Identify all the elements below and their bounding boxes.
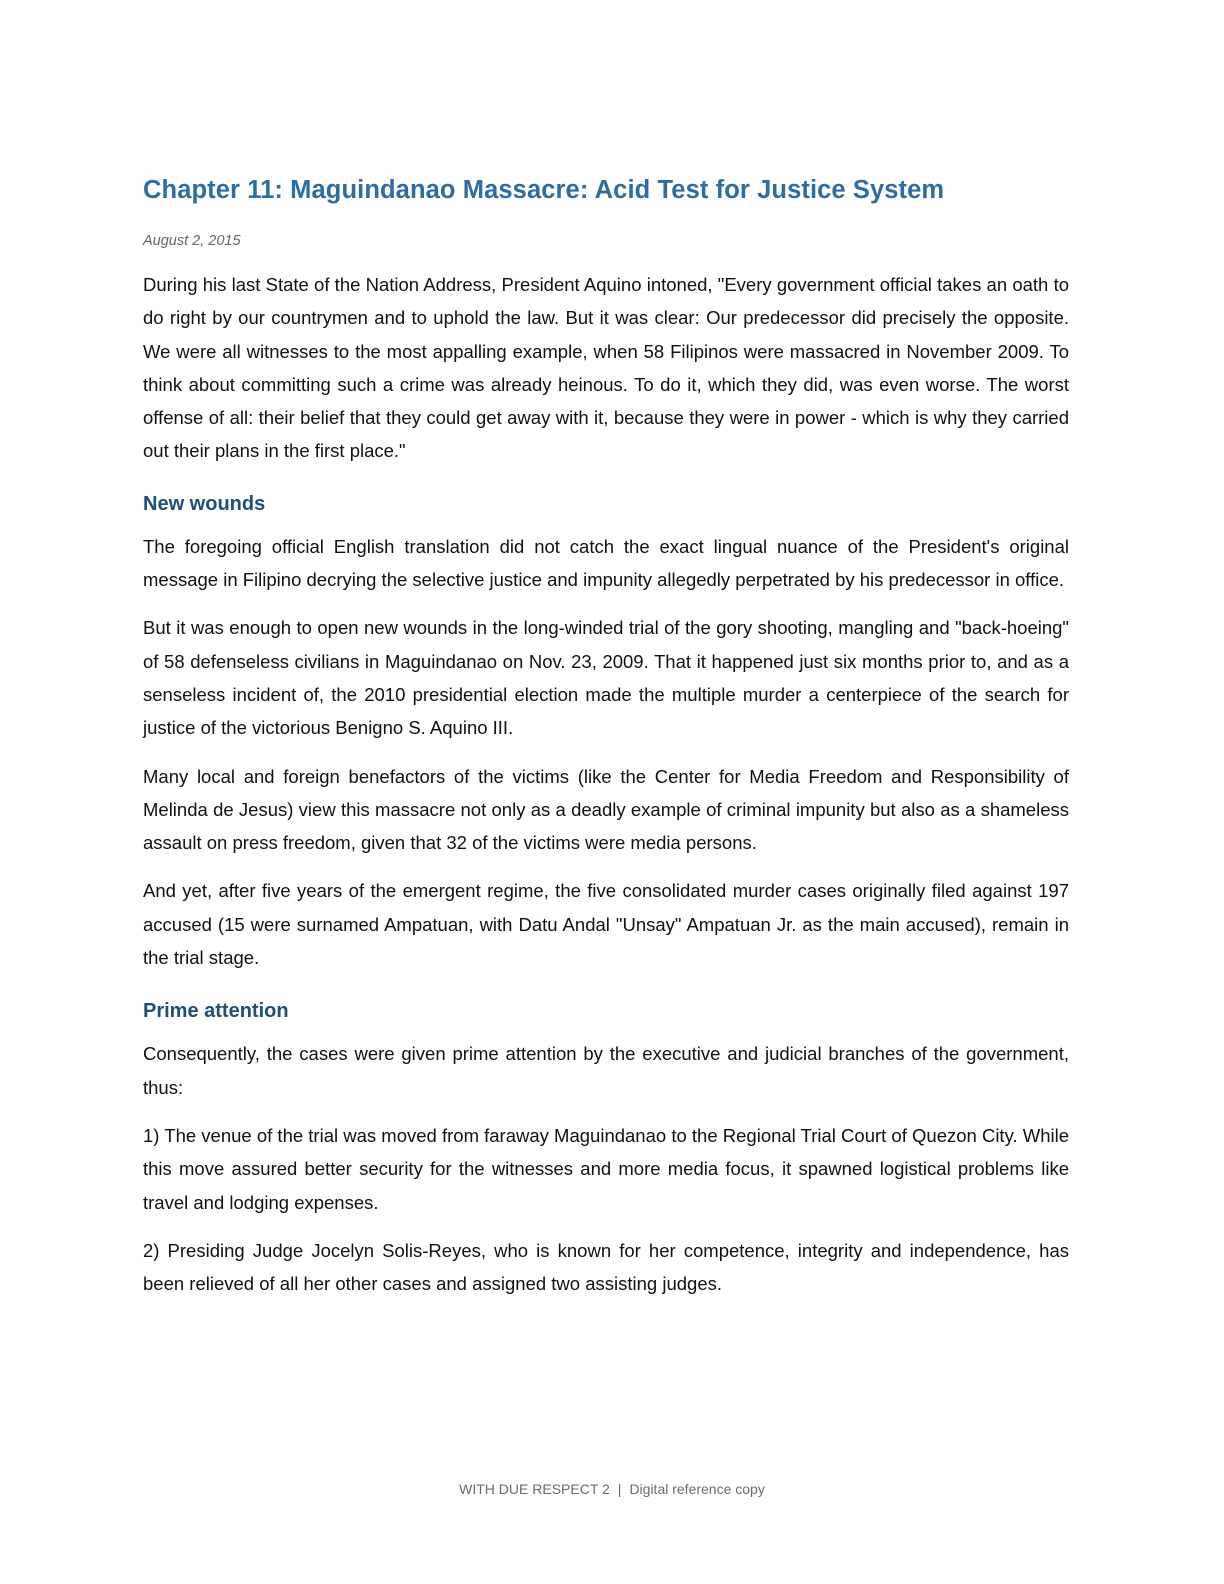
body-paragraph: Many local and foreign benefactors of the victims (like the Center for Media Freedom and Responsibility of Melinda de Jesus) view this massacre not only as a deadly example of criminal impunity but also as a shameless assault on press freedom, given that 32 of the victims were media persons. (143, 765, 1069, 854)
numbered-paragraph: 1) The venue of the trial was moved from faraway Maguindanao to the Regional Trial Court of Quezon City. While this move assured better security for the witnesses and more media focus, it spawned logistical problems like travel and lodging expenses. (143, 1124, 1069, 1213)
body-paragraph: Consequently, the cases were given prime attention by the executive and judicial branches of the government, thus: (143, 1043, 1069, 1098)
chapter-title: Chapter 11: Maguindanao Massacre: Acid Test for Justice System (143, 176, 945, 204)
footer-note: Digital reference copy (629, 1481, 765, 1497)
footer-separator: | (617, 1481, 622, 1497)
page-footer (0, 1479, 1224, 1499)
document-page (143, 172, 1069, 1300)
body-paragraph: And yet, after five years of the emergent regime, the five consolidated murder cases originally filed against 197 accused (15 were surnamed Ampatuan, with Datu Andal "Unsay" Ampatuan Jr. as the main accused), remain in the trial stage. (143, 880, 1069, 969)
body-paragraph: The foregoing official English translation did not catch the exact lingual nuance of the President's original message in Filipino decrying the selective justice and impunity allegedly perpetrated by his predecessor in office. (143, 535, 1069, 591)
footer-book-title: WITH DUE RESPECT 2 (459, 1481, 610, 1497)
intro-paragraph: During his last State of the Nation Address, President Aquino intoned, "Every government official takes an oath to do right by our countrymen and to uphold the law. But it was clear: Our predecessor did precisely the opposite. We were all witnesses to the most appalling example, when 58 Filipinos were massacred in November 2009. To think about committing such a crime was already heinous. To do it, which they did, was even worse. The worst offense of all: their belief that they could get away with it, because they were in power - which is why they carried out their plans in the first place." (143, 274, 1069, 462)
section-heading-new-wounds: New wounds (143, 492, 266, 515)
numbered-paragraph: 2) Presiding Judge Jocelyn Solis-Reyes, who is known for her competence, integrity and independence, has been relieved of all her other cases and assigned two assisting judges. (143, 1239, 1069, 1295)
section-heading-prime-attention: Prime attention (143, 1000, 289, 1023)
publication-date: August 2, 2015 (143, 233, 241, 249)
body-paragraph: But it was enough to open new wounds in the long-winded trial of the gory shooting, mangling and "back-hoeing" of 58 defenseless civilians in Maguindanao on Nov. 23, 2009. That it happened just six months prior to, and as a senseless incident of, the 2010 presidential election made the multiple murder a centerpiece of the search for justice of the victorious Benigno S. Aquino III. (143, 617, 1069, 739)
